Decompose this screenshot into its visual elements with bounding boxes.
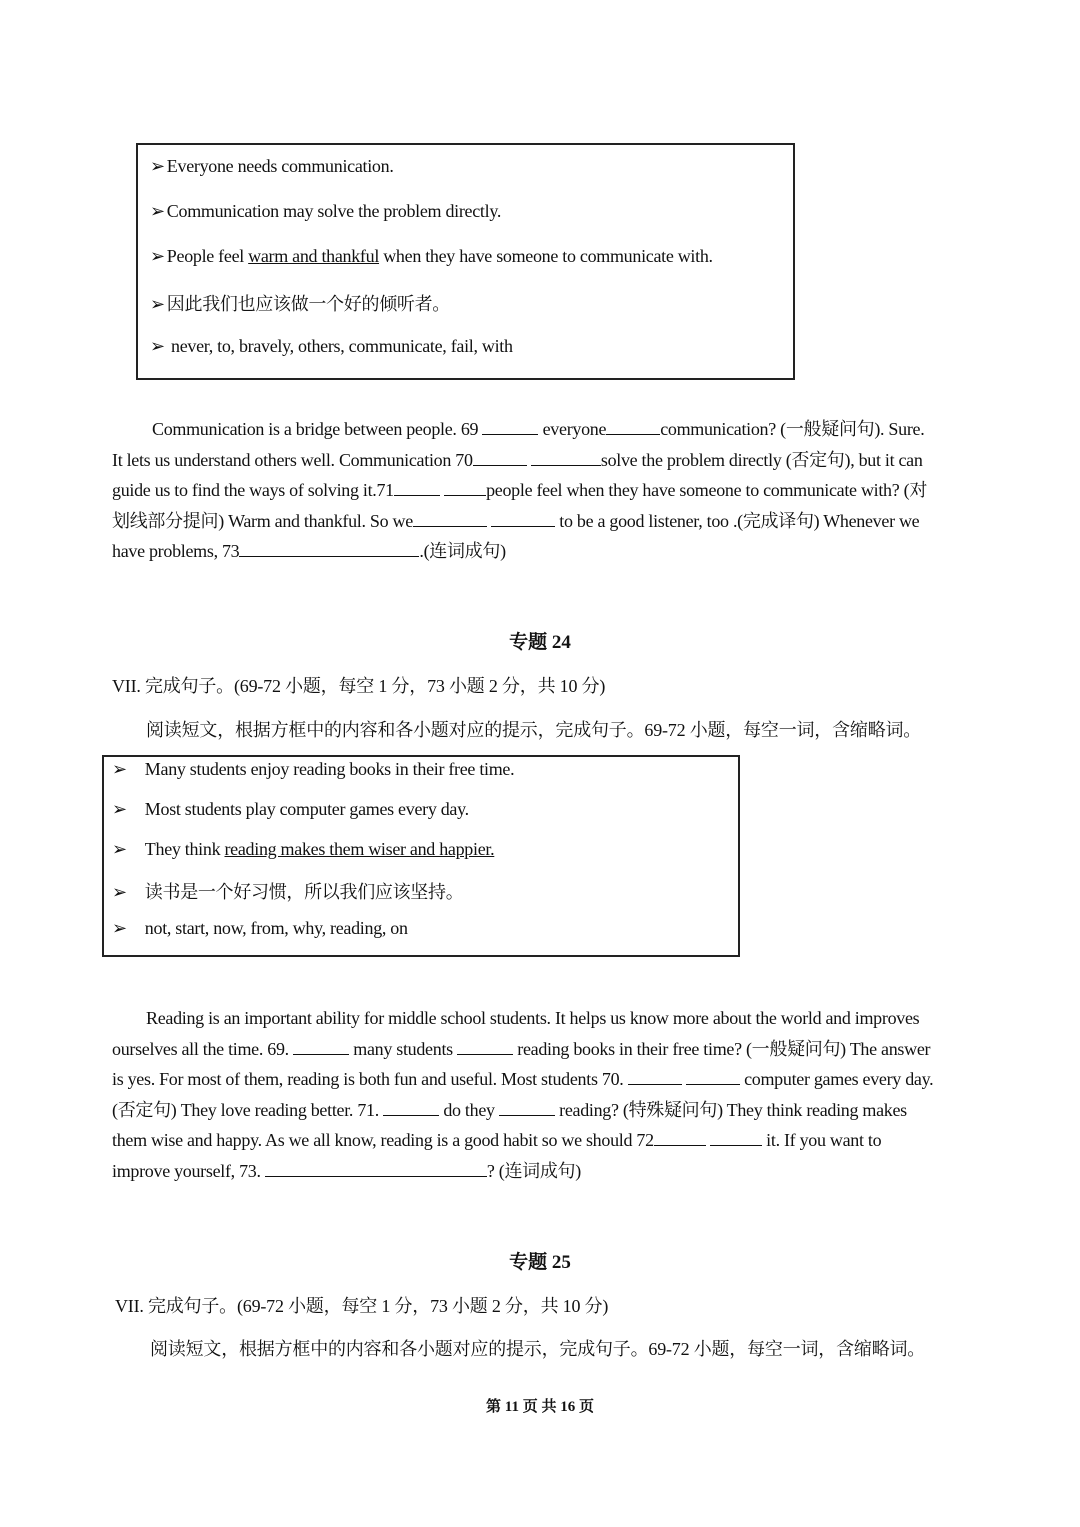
blank-71b[interactable]	[444, 479, 486, 496]
arrow-icon: ➢	[112, 918, 127, 938]
blank-70a[interactable]	[473, 449, 527, 466]
hint-item-1-3: ➢ People feel warm and thankful when they have someone to communicate with.	[150, 246, 713, 266]
blank-72a[interactable]	[413, 510, 487, 527]
blank-72b[interactable]	[491, 510, 555, 527]
blank-2-69a[interactable]	[293, 1038, 349, 1055]
blank-2-71a[interactable]	[383, 1099, 439, 1116]
blank-69b[interactable]	[606, 418, 660, 435]
hint-item-2-4: ➢ 读书是一个好习惯，所以我们应该坚持。	[112, 882, 464, 902]
blank-69a[interactable]	[482, 418, 538, 435]
section-24-title: 专题 24	[509, 632, 571, 653]
blank-2-70b[interactable]	[686, 1068, 740, 1085]
arrow-icon: ➢	[150, 246, 165, 266]
arrow-icon: ➢	[150, 156, 165, 176]
hint-item-1-4: ➢ 因此我们也应该做一个好的倾听者。	[150, 294, 450, 314]
hint-item-2-5: ➢ not, start, now, from, why, reading, on	[112, 918, 408, 938]
blank-2-71b[interactable]	[499, 1099, 555, 1116]
passage-2: Reading is an important ability for middle school students. It helps us know more about the world and improves ourselves all the time. 69. many students reading books in their free time? (一般疑问句) The answer is yes. For most of them, reading is both fun and useful. Most students 70. computer games every day. (否定句) They love reading better. 71. do they reading? (特殊疑问句) They think reading makes them wise and happy. As we all know, reading is a good habit so we should 72 it. If you want to improve yourself, 73. ? (连词成句)	[112, 1008, 934, 1181]
blank-2-73[interactable]	[265, 1160, 487, 1177]
arrow-icon: ➢	[150, 294, 165, 314]
arrow-icon: ➢	[112, 759, 127, 779]
section-25-instruction: 阅读短文，根据方框中的内容和各小题对应的提示，完成句子。69-72 小题，每空一词，含缩略词。	[150, 1339, 926, 1359]
underlined-phrase: reading makes them wiser and happier.	[224, 839, 495, 859]
arrow-icon: ➢	[150, 336, 165, 356]
blank-71a[interactable]	[394, 479, 440, 496]
section-24-instruction: 阅读短文，根据方框中的内容和各小题对应的提示，完成句子。69-72 小题，每空一词，含缩略词。	[146, 720, 922, 740]
blank-73[interactable]	[239, 540, 419, 557]
section-25-part: VII. 完成句子。(69-72 小题，每空 1 分，73 小题 2 分，共 10 分)	[115, 1296, 609, 1316]
blank-70b[interactable]	[531, 449, 601, 466]
page-number: 第 11 页 共 16 页	[486, 1399, 594, 1415]
hint-item-1-1: ➢ Everyone needs communication.	[150, 156, 394, 176]
hint-item-1-2: ➢ Communication may solve the problem directly.	[150, 201, 502, 221]
blank-2-69b[interactable]	[457, 1038, 513, 1055]
hint-item-1-5: ➢ never, to, bravely, others, communicate, fail, with	[150, 336, 513, 356]
blank-2-72a[interactable]	[654, 1129, 706, 1146]
hint-item-2-2: ➢ Most students play computer games every day.	[112, 799, 469, 819]
section-24-part: VII. 完成句子。(69-72 小题，每空 1 分，73 小题 2 分，共 10 分)	[112, 676, 606, 696]
arrow-icon: ➢	[112, 882, 127, 902]
arrow-icon: ➢	[112, 799, 127, 819]
arrow-icon: ➢	[150, 201, 165, 221]
blank-2-70a[interactable]	[628, 1068, 682, 1085]
hint-item-2-3: ➢ They think reading makes them wiser and happier.	[112, 839, 495, 859]
underlined-phrase: warm and thankful	[248, 246, 380, 266]
passage-1: Communication is a bridge between people. 69 everyone communication? (一般疑问句). Sure. It lets us understand others well. Communication 70 solve the problem directly (否定句), but it can guide us to find the ways of solving it.71 people feel when they have someone to communicate with? (对 划线部分提问) Warm and thankful. So we to be a good listener, too .(完成译句) Whenever we have problems, 73 .(连词成句)	[112, 419, 928, 562]
hint-item-2-1: ➢ Many students enjoy reading books in their free time.	[112, 759, 515, 779]
section-25-title: 专题 25	[509, 1252, 571, 1273]
arrow-icon: ➢	[112, 839, 127, 859]
blank-2-72b[interactable]	[710, 1129, 762, 1146]
